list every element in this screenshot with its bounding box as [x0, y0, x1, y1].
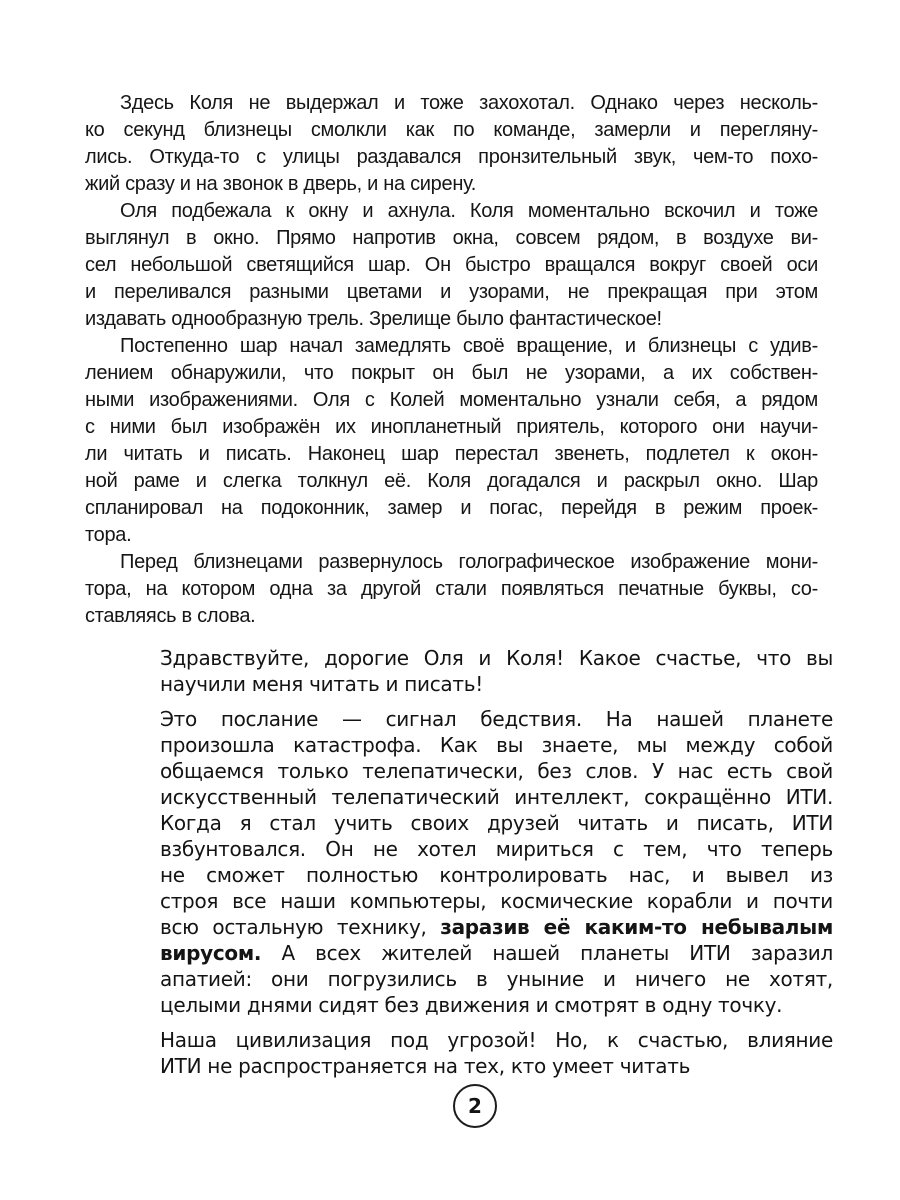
- text-line: лением обнаружили, что покрыт он был не узорами, а их собствен-: [85, 362, 818, 384]
- text-line: Перед близнецами развернулось голографическое изображение мони-: [120, 551, 818, 573]
- text-line: Здесь Коля не выдержал и тоже захохотал. Однако через несколь-: [120, 92, 818, 114]
- page-number: 2: [468, 1094, 482, 1118]
- text-segment: всю остальную технику,: [160, 915, 441, 939]
- text-line: спланировал на подоконник, замер и погас, перейдя в режим проек-: [85, 497, 818, 519]
- text-line: ко секунд близнецы смолкли как по команде, замерли и перегляну-: [85, 119, 818, 141]
- text-line: ными изображениями. Оля с Колей моментально узнали себя, а рядом: [85, 389, 818, 411]
- paragraph: [85, 90, 818, 198]
- text-line: целыми днями сидят без движения и смотрят в одну точку.: [160, 993, 783, 1017]
- text-segment: А всех жителей нашей планеты ИТИ заразил: [261, 941, 833, 965]
- text-line: Когда я стал учить своих друзей читать и писать, ИТИ: [160, 811, 833, 835]
- text-line: взбунтовался. Он не хотел мириться с тем, что теперь: [160, 837, 833, 861]
- text-line: апатией: они погрузились в уныние и ничего не хотят,: [160, 967, 833, 991]
- text-line: ли читать и писать. Наконец шар перестал звенеть, подлетел к окон-: [85, 443, 818, 465]
- text-line: жий сразу и на звонок в дверь, и на сирену.: [85, 173, 477, 195]
- paragraph: [85, 198, 818, 333]
- bold-text-segment: вирусом.: [160, 941, 262, 965]
- text-line: [160, 914, 833, 940]
- story-text-block: [85, 90, 818, 630]
- text-line: строя все наши компьютеры, космические корабли и почти: [160, 889, 833, 913]
- text-line: сел небольшой светящийся шар. Он быстро вращался вокруг своей оси: [85, 254, 818, 276]
- text-line: Постепенно шар начал замедлять своё вращение, и близнецы с удив-: [120, 335, 818, 357]
- paragraph: [85, 549, 818, 630]
- text-line: Здравствуйте, дорогие Оля и Коля! Какое счастье, что вы: [160, 646, 833, 670]
- text-line: выглянул в окно. Прямо напротив окна, совсем рядом, в воздухе ви-: [85, 227, 818, 249]
- bold-text-segment: заразив её каким-то небывалым: [440, 915, 833, 939]
- page-number-badge: [453, 1084, 497, 1128]
- text-line: ставляясь в слова.: [85, 605, 256, 627]
- text-line: и переливался разными цветами и узорами, не прекращая при этом: [85, 281, 818, 303]
- text-line: Это послание — сигнал бедствия. На нашей планете: [160, 707, 833, 731]
- paragraph: [85, 333, 818, 549]
- paragraph: [160, 1027, 833, 1079]
- paragraph: [160, 645, 833, 697]
- text-line: научили меня читать и писать!: [160, 672, 483, 696]
- text-line: ИТИ не распространяется на тех, кто умеет читать: [160, 1054, 691, 1078]
- text-line: не сможет полностью контролировать нас, и вывел из: [160, 863, 833, 887]
- text-line: общаемся только телепатически, без слов. У нас есть свой: [160, 759, 833, 783]
- text-line: тора, на котором одна за другой стали появляться печатные буквы, со-: [85, 578, 818, 600]
- text-line: тора.: [85, 524, 132, 546]
- text-line: ной раме и слегка толкнул её. Коля догадался и раскрыл окно. Шар: [85, 470, 818, 492]
- text-line: Оля подбежала к окну и ахнула. Коля моментально вскочил и тоже: [120, 200, 818, 222]
- paragraph: [160, 706, 833, 1018]
- text-line: с ними был изображён их инопланетный приятель, которого они научи-: [85, 416, 818, 438]
- text-line: лись. Откуда-то с улицы раздавался пронзительный звук, чем-то похо-: [85, 146, 818, 168]
- text-line: издавать однообразную трель. Зрелище было фантастическое!: [85, 308, 662, 330]
- text-line: произошла катастрофа. Как вы знаете, мы между собой: [160, 733, 833, 757]
- text-line: Наша цивилизация под угрозой! Но, к счастью, влияние: [160, 1028, 833, 1052]
- text-line: искусственный телепатический интеллект, сокращённо ИТИ.: [160, 785, 833, 809]
- hologram-message-block: [160, 645, 833, 1088]
- text-line: [160, 940, 833, 966]
